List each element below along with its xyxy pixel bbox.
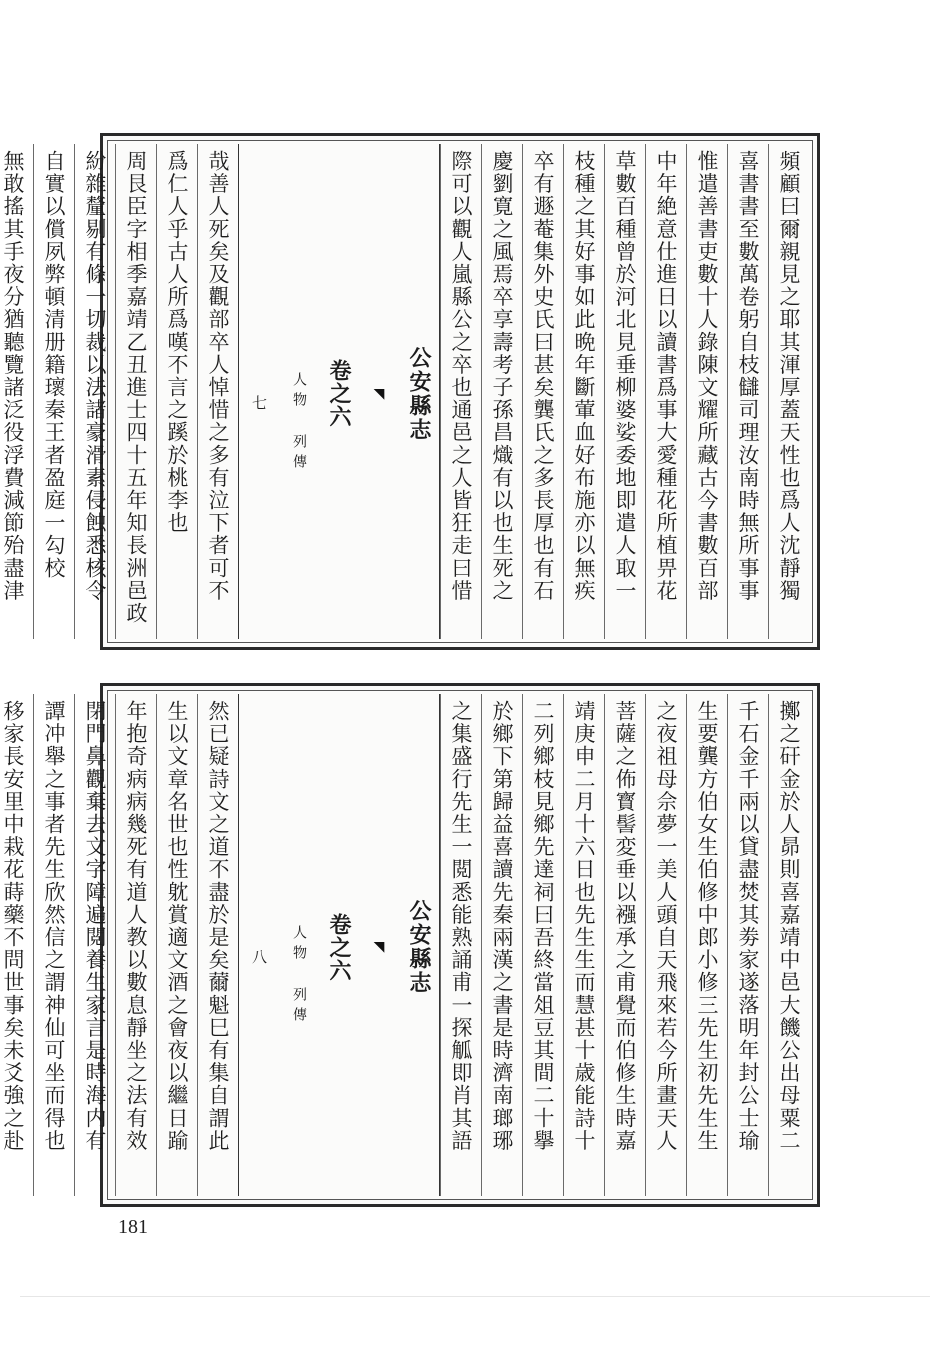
center-strip bbox=[238, 694, 440, 1196]
text-column: 周艮臣字相季嘉靖乙丑進士四十五年知長洲邑政 bbox=[115, 144, 156, 639]
text-column: 卒有遯菴集外史氏曰甚矣龔氏之多長厚也有石 bbox=[522, 144, 563, 639]
text-column: 於鄉下第歸益喜讀先秦兩漢之書是時濟南瑯琊 bbox=[481, 694, 522, 1196]
leaf-number: 七 bbox=[250, 395, 268, 410]
footer-divider bbox=[20, 1296, 930, 1297]
center-strip bbox=[238, 144, 440, 639]
text-column: 爲仁人乎古人所爲嘆不言之蹊於桃李也 bbox=[156, 144, 197, 639]
lower-page-columns bbox=[1, 694, 809, 1196]
volume-label: 卷之六 bbox=[326, 912, 352, 982]
text-column: 之夜祖母佘夢一美人頭自天飛來若今所畫天人 bbox=[645, 694, 686, 1196]
volume-label: 卷之六 bbox=[326, 359, 352, 428]
text-column: 千石金千兩以貸盡焚其劵家遂落明年封公士瑜 bbox=[727, 694, 768, 1196]
text-column: 二列鄉枝見鄉先達祠曰吾終當俎豆其間二十擧 bbox=[522, 694, 563, 1196]
text-column: 譚冲舉之事者先生欣然信之謂神仙可坐而得也 bbox=[33, 694, 74, 1196]
text-column: 生以文章名世也性躭賞適文酒之會夜以繼日踰 bbox=[156, 694, 197, 1196]
page-number: 181 bbox=[118, 1216, 148, 1238]
section-label: 人物 列傳 bbox=[291, 925, 307, 1027]
text-column: 閉門鼻觀棄去文字障遍閲養生家言是時海内有 bbox=[74, 694, 115, 1196]
upper-page bbox=[1, 133, 820, 650]
text-column: 菩薩之佈寳髻変垂以襁承之甫覺而伯修生時嘉 bbox=[604, 694, 645, 1196]
text-column: 移家長安里中栽花蒔藥不問世事矣未爻強之赴 bbox=[0, 694, 33, 1196]
text-column: 中年絶意仕進日以讀書爲事大愛種花所植畀花 bbox=[645, 144, 686, 639]
text-column: 枝種之其好事如此晩年斷葷血好布施亦以無疾 bbox=[563, 144, 604, 639]
leaf-number: 八 bbox=[250, 948, 268, 964]
text-column: 靖庚申二月十六日也先生生而慧甚十歳能詩十 bbox=[563, 694, 604, 1196]
text-column: 然已疑詩文之道不盡於是矣薾魁巳有集自謂此 bbox=[197, 694, 238, 1196]
upper-page-columns bbox=[1, 144, 809, 639]
fish-tail-icon: ◥ bbox=[371, 939, 387, 955]
lower-page bbox=[1, 683, 820, 1207]
section-label: 人物 列傳 bbox=[291, 371, 307, 474]
text-column: 紛雜釐剔有條一切裁以法諸豪滑素侵蝕悉核令 bbox=[74, 144, 115, 639]
book-title: 公安縣志 bbox=[406, 345, 432, 442]
text-column: 際可以觀人嵐縣公之卒也通邑之人皆狂走曰惜 bbox=[440, 144, 481, 639]
text-column: 無敢搖其手夜分猶聽覽諸泛役浮費減節殆盡津 bbox=[0, 144, 33, 639]
text-column: 哉善人死矣及觀部卒人悼惜之多有泣下者可不 bbox=[197, 144, 238, 639]
text-column: 自實以償夙弊頓清册籍瓌秦王者盈庭一勾校 bbox=[33, 144, 74, 639]
text-column: 惟遣善書吏數十人錄陳文耀所藏古今書數百部 bbox=[686, 144, 727, 639]
text-column: 生要龔方伯女生伯修中郎小修三先生初先生生 bbox=[686, 694, 727, 1196]
text-column: 慶劉寛之風焉卒享壽考子孫昌熾有以也生死之 bbox=[481, 144, 522, 639]
text-column: 喜書書至數萬卷躬自枝讎司理汝南時無所事事 bbox=[727, 144, 768, 639]
fish-tail-icon: ◥ bbox=[371, 385, 387, 402]
text-column: 頻顧曰爾親見之耶其渾厚蓋天性也爲人沈靜獨 bbox=[768, 144, 809, 639]
text-column: 年抱奇病病幾死有道人教以數息靜坐之法有效 bbox=[115, 694, 156, 1196]
text-column: 擲之矸金於人昴則喜嘉靖中邑大饑公出母粟二 bbox=[768, 694, 809, 1196]
book-title: 公安縣志 bbox=[406, 899, 432, 995]
text-column: 草數百種曾於河北見垂柳婆娑委地即遣人取一 bbox=[604, 144, 645, 639]
text-column: 之集盛行先生一閲悉能熟誦甫一探觚即肖其語 bbox=[440, 694, 481, 1196]
